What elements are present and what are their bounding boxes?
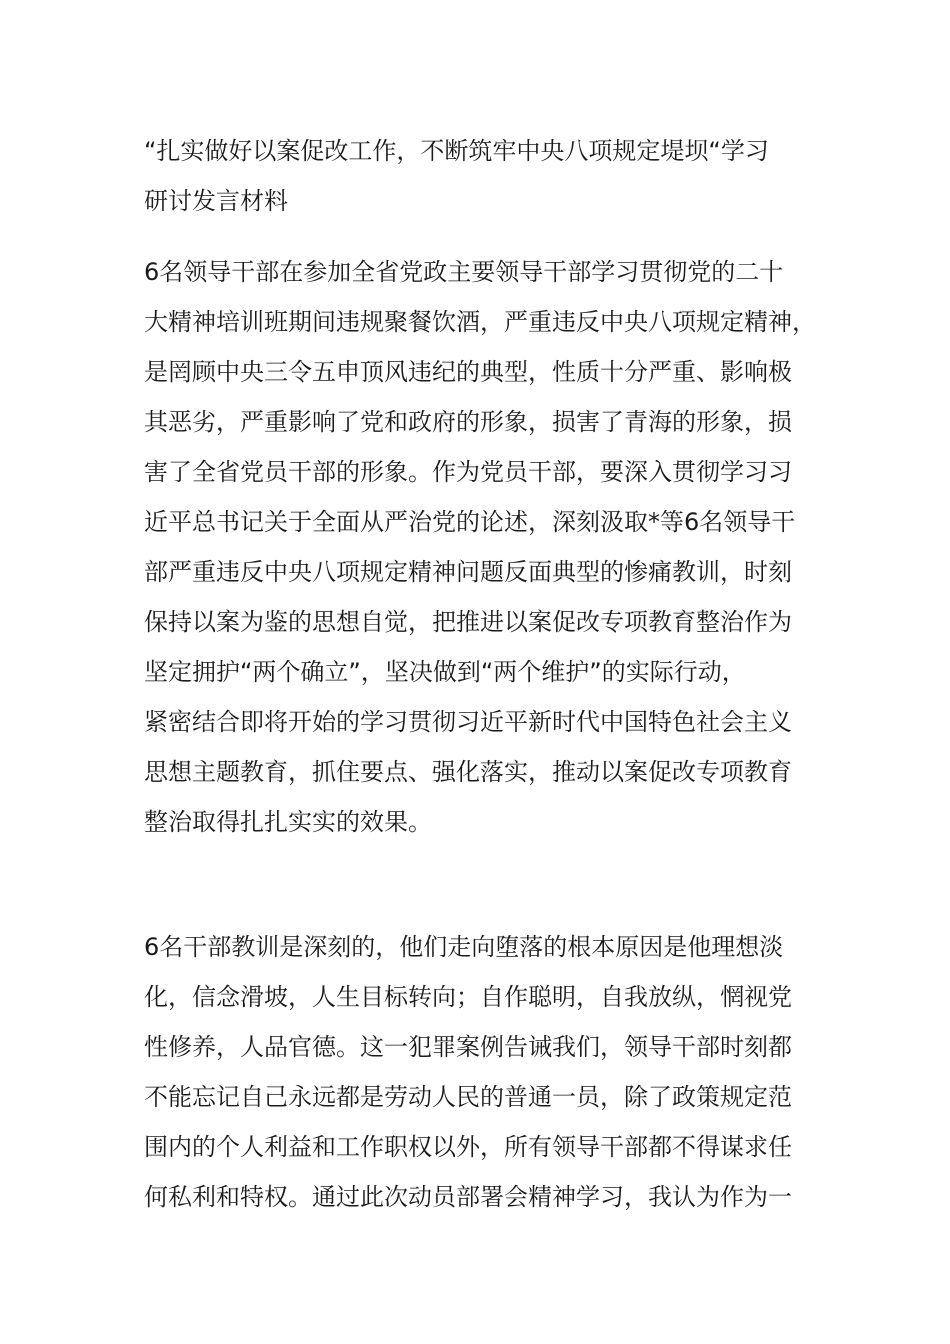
paragraph-line: 6名干部教训是深刻的，他们走向堕落的根本原因是他理想淡 (144, 933, 784, 961)
paragraph-line: 近平总书记关于全面从严治党的论述，深刻汲取*等6名领导干 (144, 508, 796, 536)
paragraph-line: 6名领导干部在参加全省党政主要领导干部学习贯彻党的二十 (144, 258, 784, 286)
paragraph-2 (144, 922, 824, 1222)
title-line: “扎实做好以案促改工作，不断筑牢中央八项规定堤坝“学习 (144, 137, 769, 165)
title-line: 研讨发言材料 (144, 187, 288, 215)
paragraph-line: 性修养，人品官德。这一犯罪案例告诫我们，领导干部时刻都 (144, 1033, 792, 1061)
paragraph-line: 紧密结合即将开始的学习贯彻习近平新时代中国特色社会主义 (144, 708, 792, 736)
paragraph-line: 部严重违反中央八项规定精神问题反面典型的惨痛教训，时刻 (144, 558, 792, 586)
paragraph-line: 是罔顾中央三令五申顶风违纪的典型，性质十分严重、影响极 (144, 358, 792, 386)
paragraph-line: 保持以案为鉴的思想自觉，把推进以案促改专项教育整治作为 (144, 608, 792, 636)
paragraph-line: 化，信念滑坡，人生目标转向；自作聪明，自我放纵，惘视党 (144, 983, 792, 1011)
paragraph-1 (144, 247, 824, 847)
paragraph-line: 其恶劣，严重影响了党和政府的形象，损害了青海的形象，损 (144, 408, 792, 436)
paragraph-line: 坚定拥护“两个确立”，坚决做到“两个维护”的实际行动， (144, 658, 746, 686)
paragraph-line: 害了全省党员干部的形象。作为党员干部，要深入贯彻学习习 (144, 458, 792, 486)
document-title (144, 126, 824, 226)
paragraph-line: 何私利和特权。通过此次动员部署会精神学习，我认为作为一 (144, 1183, 792, 1211)
paragraph-line: 围内的个人利益和工作职权以外，所有领导干部都不得谋求任 (144, 1133, 792, 1161)
paragraph-line: 整治取得扎扎实实的效果。 (144, 808, 432, 836)
paragraph-line: 不能忘记自己永远都是劳动人民的普通一员，除了政策规定范 (144, 1083, 792, 1111)
paragraph-line: 大精神培训班期间违规聚餐饮酒，严重违反中央八项规定精神， (144, 308, 816, 336)
paragraph-line: 思想主题教育，抓住要点、强化落实，推动以案促改专项教育 (144, 758, 792, 786)
